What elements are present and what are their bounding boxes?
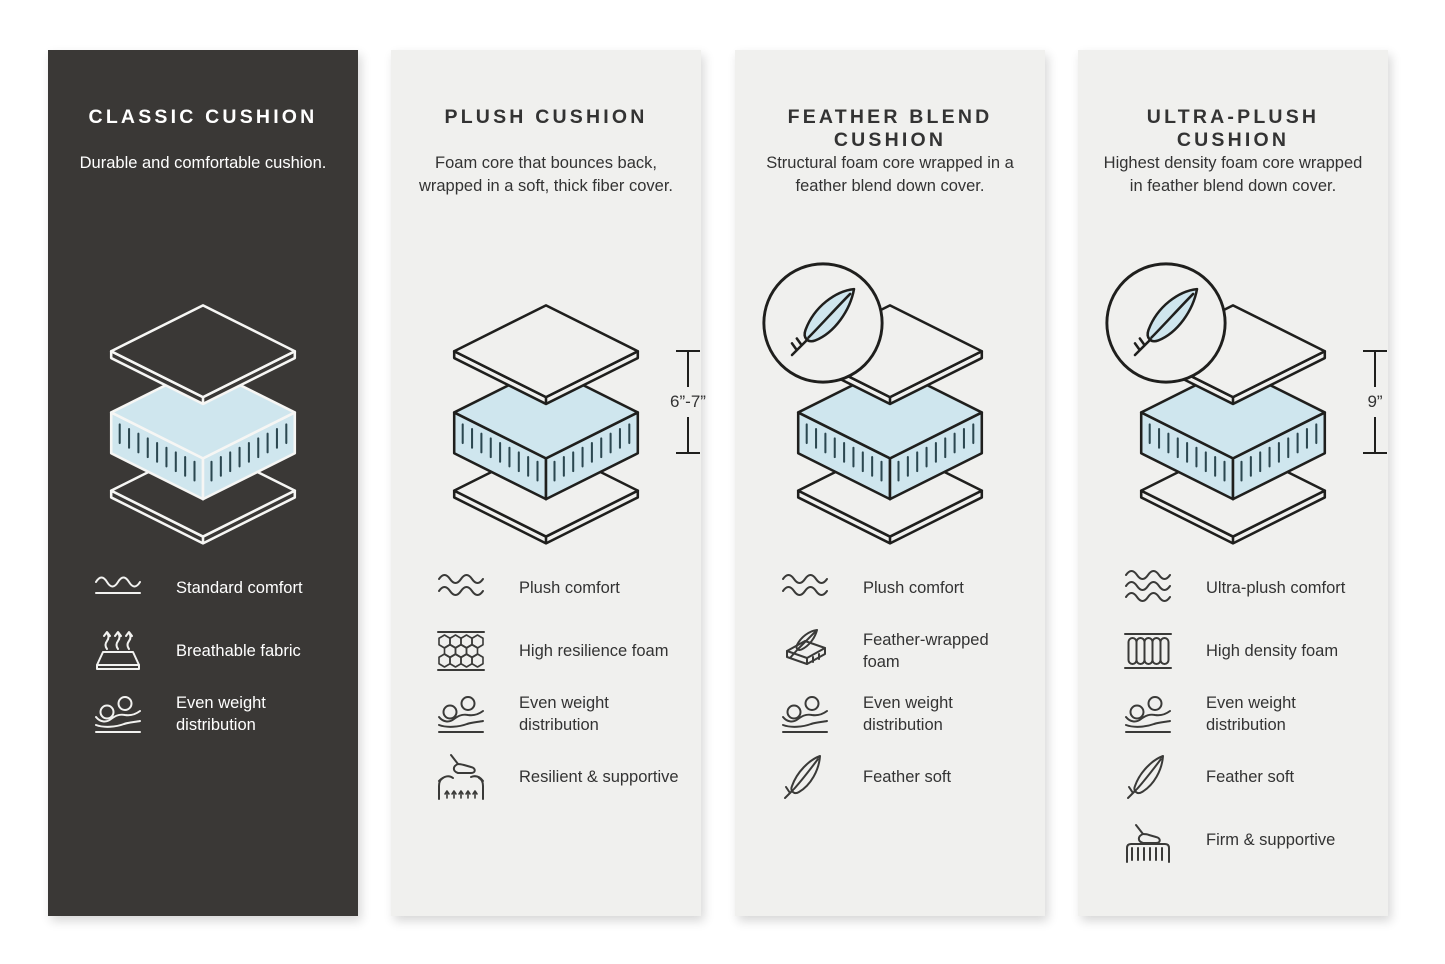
feather-badge-icon [760,260,886,386]
card-description: Structural foam core wrapped in a feather blend down cover. [766,154,1014,195]
wave-single-icon [90,564,146,612]
card-title: CLASSIC CUSHION [88,106,318,128]
feature-row [433,564,689,612]
cushion-layers-diagram [1131,300,1383,547]
feature-label: Resilient & supportive [519,768,679,786]
feature-row [777,690,1033,738]
feature-row [90,627,346,675]
feature-label: High density foam [1206,642,1339,660]
dimension-bar [1374,417,1376,452]
feature-list [90,564,346,753]
card-title: ULTRA-PLUSH CUSHION [1146,106,1320,151]
even-weight-icon [1120,690,1176,738]
feature-label: Feather soft [1206,768,1295,786]
cushion-layers-diagram [788,300,992,547]
honeycomb-foam-icon [433,627,489,675]
dimension-bar [687,417,689,452]
feature-label: Ultra-plush comfort [1206,579,1346,597]
cushion-stack-illustration [444,300,648,547]
feature-row [777,564,1033,612]
feature-row [1120,627,1376,675]
dimension-cap [676,452,700,454]
feature-label: Even weight distribution [1206,694,1296,734]
feature-row [433,690,689,738]
feature-row [777,753,1033,801]
feature-list [1120,564,1376,879]
feature-row [90,564,346,612]
feature-row [433,753,689,801]
feature-row [1120,753,1376,801]
feature-label: Firm & supportive [1206,831,1336,849]
capsule-foam-icon [1120,627,1176,675]
foot-mattress-icon [1120,816,1176,864]
feature-label: Even weight distribution [176,694,266,734]
feature-list [433,564,689,816]
feature-label: Even weight distribution [863,694,953,734]
feature-row [1120,690,1376,738]
feature-row [1120,816,1376,864]
feature-label: Even weight distribution [519,694,609,734]
feather-icon [1120,753,1176,801]
cushion-layers-diagram [444,300,706,547]
breathable-fabric-icon [90,627,146,675]
feather-icon [777,753,833,801]
wave-double-icon [433,564,489,612]
cushion-stack-illustration [101,300,305,547]
foot-springs-icon [433,753,489,801]
feature-label: Feather-wrapped foam [863,631,989,671]
even-weight-icon [777,690,833,738]
card-classic-cushion [48,50,358,916]
card-feather-blend-cushion [735,50,1045,916]
even-weight-icon [433,690,489,738]
even-weight-icon [90,690,146,738]
dimension-bar [1374,352,1376,387]
card-ultra-plush-cushion [1078,50,1388,916]
feature-row [777,627,1033,675]
card-title: FEATHER BLEND CUSHION [787,106,993,151]
card-plush-cushion [391,50,706,916]
feature-label: High resilience foam [519,642,669,660]
height-dimension [658,350,718,454]
height-dimension [1345,350,1405,454]
feature-row [90,690,346,738]
card-title: PLUSH CUSHION [444,106,648,128]
feature-label: Plush comfort [519,579,620,597]
wave-triple-icon [1120,564,1176,612]
cushion-layers-diagram [101,300,305,547]
feature-row [433,627,689,675]
card-description: Highest density foam core wrapped in feather blend down cover. [1103,154,1363,195]
card-description: Durable and comfortable cushion. [79,154,327,172]
height-label: 9” [1367,392,1383,411]
height-label: 6”-7” [670,392,706,411]
feature-label: Feather soft [863,768,952,786]
dimension-cap [1363,452,1387,454]
dimension-bar [687,352,689,387]
feature-row [1120,564,1376,612]
feature-list [777,564,1033,816]
feature-label: Standard comfort [176,579,303,597]
feature-label: Plush comfort [863,579,964,597]
wave-double-icon [777,564,833,612]
feather-wrapped-foam-icon [777,627,833,675]
card-description: Foam core that bounces back, wrapped in a soft, thick fiber cover. [418,154,674,195]
feather-badge-icon [1103,260,1229,386]
feature-label: Breathable fabric [176,642,301,660]
